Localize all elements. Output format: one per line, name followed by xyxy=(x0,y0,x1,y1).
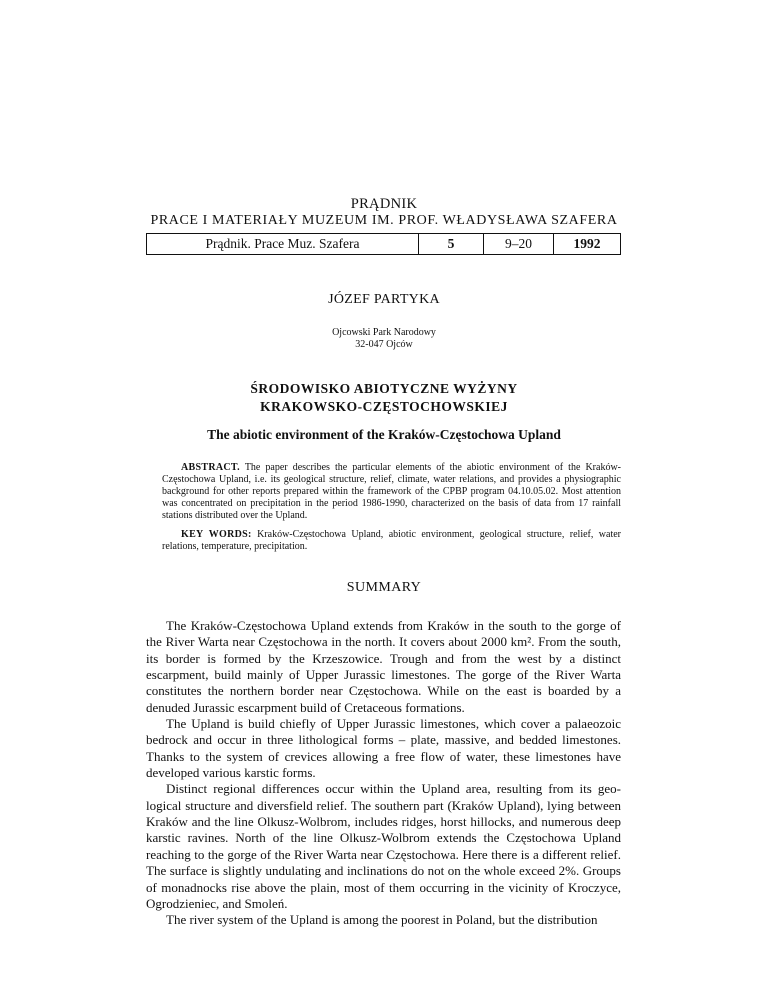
abstract-label: ABSTRACT. xyxy=(181,462,240,473)
title-polish-line1: ŚRODOWISKO ABIOTYCZNE WYŻYNY xyxy=(250,381,518,396)
citation-table xyxy=(146,233,621,255)
keywords-text: Kraków-Częstochowa Upland, abiotic environment, geological structure, relief, water relations, temperature, precipitation. xyxy=(162,529,621,552)
summary-paragraph: The Kraków-Częstochowa Upland extends from Kraków in the south to the gorge of the River Warta near Częstochowa in the north. It covers about 2000 km². From the south, its border is formed by the Krzeszowice. Trough and from the west by a distinct escarpment, build mainly of Upper Jurassic limestones. The gorge of the River Warta constitutes the northern border near Częstochowa. While on the east is boarded by a denuded Jurassic escarpment build of Cretaceous formations. xyxy=(146,618,621,715)
summary-body xyxy=(146,618,621,929)
author-name: JÓZEF PARTYKA xyxy=(328,292,440,307)
citation-volume: 5 xyxy=(419,234,484,254)
summary-heading: SUMMARY xyxy=(346,580,422,595)
author-affiliation-line1: Ojcowski Park Narodowy xyxy=(332,327,436,338)
summary-paragraph: Distinct regional differences occur within the Upland area, resulting from its geological structure and diversfield relief. The southern part (Kraków Upland), lying between Kraków and the line Olkusz-Wolbrom, includes ridges, horst hillocks, and numerous deep karstic ravines. North of the line Olkusz-Wolbrom extends the Częstochowa Upland reaching to the gorge of the River Warta near Częstochowa. Here there is a different relief. The surface is slightly undulating and inclinations do not on the whole exceed 2%. Groups of monadnocks rise above the plain, most of them occurring in the vicinity of Kroczyce, Ogrodzieniec, and Smoleń. xyxy=(146,781,621,911)
keywords-label: KEY WORDS: xyxy=(181,529,252,540)
journal-name: PRĄDNIK xyxy=(350,196,418,212)
citation-pages: 9–20 xyxy=(484,234,554,254)
citation-journal: Prądnik. Prace Muz. Szafera xyxy=(147,234,419,254)
journal-subtitle: PRACE I MATERIAŁY MUZEUM IM. PROF. WŁADYSŁAWA SZAFERA xyxy=(150,213,618,228)
abstract xyxy=(162,462,621,522)
summary-paragraph: The river system of the Upland is among the poorest in Poland, but the distribution xyxy=(166,912,598,928)
citation-year: 1992 xyxy=(573,236,601,251)
title-english: The abiotic environment of the Kraków-Częstochowa Upland xyxy=(207,427,561,442)
title-polish-line2: KRAKOWSKO-CZĘSTOCHOWSKIEJ xyxy=(260,399,508,414)
summary-paragraph: The Upland is build chiefly of Upper Jurassic limestones, which cover a palaeozoic bedrock and occur in three lithological forms – plate, massive, and bedded limestones. Thanks to the system of crevices allowing a free flow of water, these limestones have developed various karstic forms. xyxy=(146,716,621,781)
keywords xyxy=(162,529,621,553)
author-affiliation-line2: 32-047 Ojców xyxy=(355,339,413,350)
abstract-text: The paper describes the particular elements of the abiotic environment of the Kraków-Częstochowa Upland, i.e. its geological structure, relief, climate, water relations, and provides a physiographic background for other reports prepared within the framework of the CPBP program 04.10.05.02. Most attention was concentrated on precipitation in the period 1986-1990, characterized on the basis of data from 17 rainfall stations distributed over the Upland. xyxy=(162,462,621,521)
